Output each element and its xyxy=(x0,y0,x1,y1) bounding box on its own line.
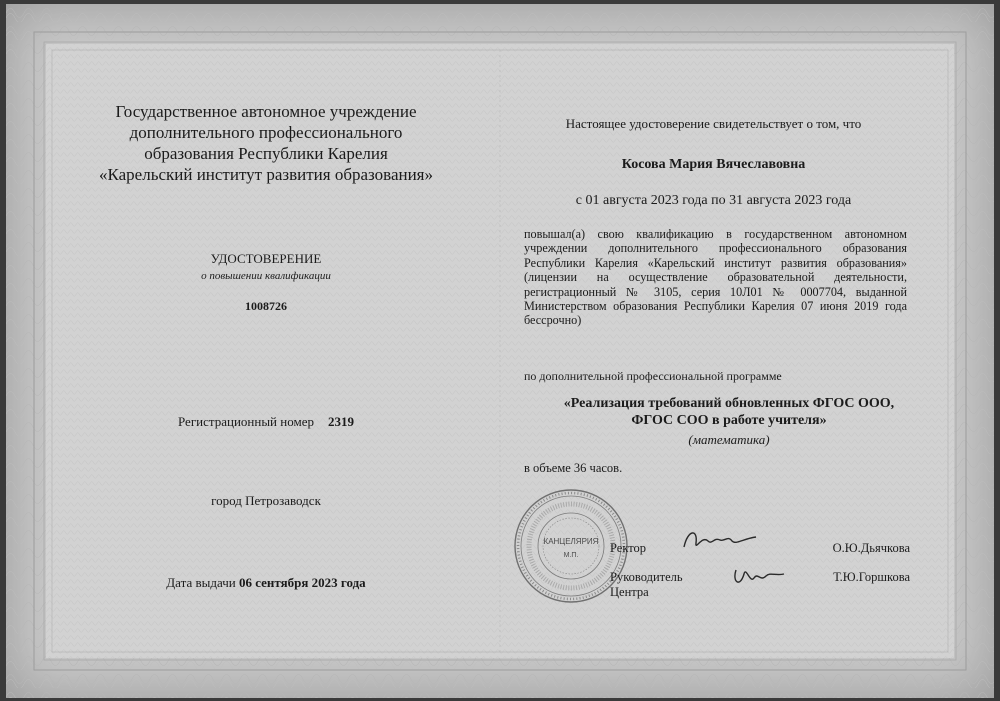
right-panel xyxy=(511,4,916,698)
issue-date-label: Дата выдачи xyxy=(166,575,236,590)
signature-role: Руководитель Центра xyxy=(610,570,683,599)
registration-label: Регистрационный номер xyxy=(178,414,314,429)
registration-number xyxy=(46,414,486,430)
signature-center-head xyxy=(610,570,910,604)
document-title: УДОСТОВЕРЕНИЕ xyxy=(210,251,322,266)
qualification-text: повышал(а) свою квалификацию в государственном автономном учреждении дополнительного профессионального образования Республики Карелия «Карельский институт развития образования» (лицензии на осуществление образовательной деятельности, регистрационный № 3105, серия 10Л01 № 0007704, выданной Министерством образования Республики Карелия 07 июня 2019 года бессрочно) xyxy=(524,227,907,328)
signature-rector xyxy=(610,541,910,561)
stamp-mp-text: М.П. xyxy=(563,552,579,559)
signature-person: Т.Ю.Горшкова xyxy=(833,570,910,584)
left-panel xyxy=(46,4,486,698)
program-subject: (математика) xyxy=(688,432,770,447)
holder-name: Косова Мария Вячеславовна xyxy=(621,157,806,172)
registration-value: 2319 xyxy=(327,414,354,429)
program-label: по дополнительной профессиональной программе xyxy=(524,369,782,383)
signature-person: О.Ю.Дьячкова xyxy=(832,541,910,555)
document-number: 1008726 xyxy=(245,299,287,313)
signature-role: Ректор xyxy=(610,541,647,555)
issue-date xyxy=(46,575,486,591)
document-subtitle: о повышении квалификации xyxy=(201,270,331,282)
issue-date-value: 06 сентября 2023 года xyxy=(238,575,366,590)
certification-intro: Настоящее удостоверение свидетельствует о том, что xyxy=(565,116,862,131)
program-volume: в объеме 36 часов. xyxy=(524,461,623,475)
stamp-center-text: КАНЦЕЛЯРИЯ xyxy=(543,537,599,546)
handwritten-signature-icon xyxy=(680,525,760,555)
certificate-sheet xyxy=(6,4,994,698)
handwritten-signature-icon xyxy=(730,562,790,592)
organization-name: Государственное автономное учреждение дополнительного профессионального образования Республики Карелия «Карельский институт развития образования» xyxy=(99,102,433,184)
training-period: с 01 августа 2023 года по 31 августа 2023 года xyxy=(575,193,852,208)
city: город Петрозаводск xyxy=(211,493,321,508)
program-title: «Реализация требований обновленных ФГОС ООО, ФГОС СОО в работе учителя» xyxy=(563,396,895,428)
